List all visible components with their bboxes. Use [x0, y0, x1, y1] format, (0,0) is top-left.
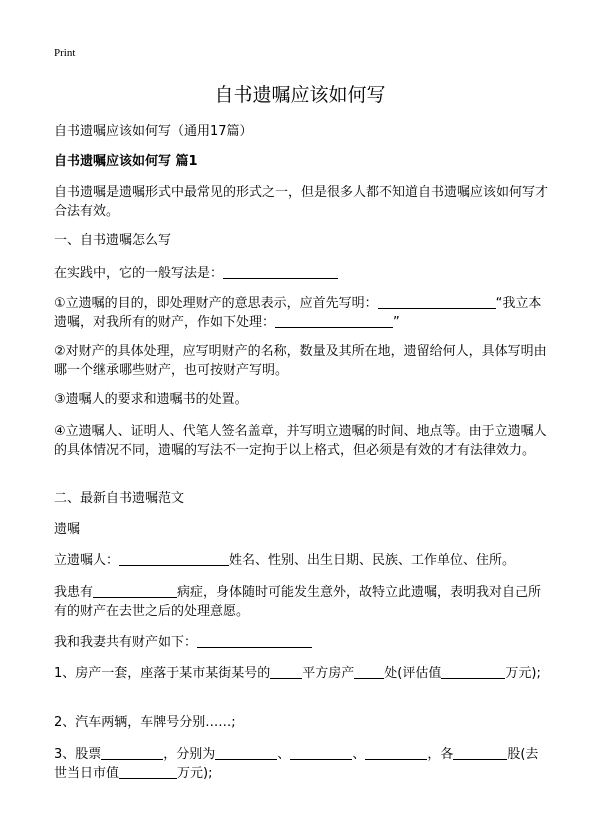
blank-line [119, 551, 229, 566]
blank-line [354, 664, 384, 679]
blank-line [453, 745, 507, 760]
item-1-text-b: “我立本遗嘱，对我所有的财产，作如下处理： [54, 296, 542, 330]
joint-property-paragraph [54, 633, 550, 652]
house-text-a: 1、房产一套，座落于某市某街某号的 [54, 666, 271, 681]
item-1-paragraph [54, 294, 550, 332]
stock-paragraph [54, 745, 550, 783]
illness-paragraph [54, 583, 550, 621]
practice-paragraph [54, 264, 550, 283]
house-text-c: 处(评估值 [384, 666, 442, 681]
item-2-paragraph: ②对财产的具体处理，应写明财产的名称，数量及其所在地，遗留给何人，具体写明由哪一个继承哪些财产，也可按财产写明。 [54, 344, 547, 378]
car-paragraph: 2、汽车两辆，车牌号分别……; [54, 715, 236, 730]
house-paragraph [54, 664, 550, 683]
stock-text-g: 万元); [177, 766, 213, 781]
heading-2: 二、最新自书遗嘱范文 [54, 491, 185, 506]
blank-line [378, 294, 496, 309]
print-label[interactable]: Print [54, 47, 76, 59]
blank-line [93, 583, 177, 598]
heading-1: 一、自书遗嘱怎么写 [54, 233, 172, 248]
house-text-b: 平方房产 [302, 666, 355, 681]
blank-line [101, 745, 163, 760]
blank-line [270, 664, 302, 679]
section-heading: 自书遗嘱应该如何写 篇1 [54, 154, 198, 169]
stock-text-e: ，各 [427, 747, 454, 762]
stock-text-b: ，分别为 [163, 747, 216, 762]
blank-line [223, 264, 338, 279]
blank-line [215, 745, 277, 760]
intro-paragraph: 自书遗嘱是遗嘱形式中最常见的形式之一，但是很多人都不知道自书遗嘱应该如何写才合法有效。 [54, 185, 549, 219]
blank-line [290, 745, 352, 760]
subtitle: 自书遗嘱应该如何写（通用17篇） [54, 124, 253, 139]
item-1-text-c: ” [393, 315, 400, 330]
testator-text-a: 立遗嘱人： [54, 553, 120, 568]
blank-line [275, 313, 393, 328]
stock-text-a: 3、股票 [54, 747, 102, 762]
stock-text-d: 、 [352, 747, 366, 762]
blank-line [119, 764, 177, 779]
stock-text-f: 股(去世当日市值 [54, 747, 539, 781]
practice-text: 在实践中，它的一般写法是： [54, 266, 224, 281]
item-3-paragraph: ③遗嘱人的要求和遗嘱书的处置。 [54, 392, 248, 407]
stock-text-c: 、 [277, 747, 291, 762]
blank-line [441, 664, 505, 679]
joint-property-text: 我和我妻共有财产如下： [54, 635, 198, 650]
blank-line [365, 745, 427, 760]
item-1-text-a: ①立遗嘱的目的，即处理财产的意思表示，应首先写明： [54, 296, 378, 311]
testator-text-b: 姓名、性别、出生日期、民族、工作单位、住所。 [229, 553, 516, 568]
illness-text-a: 我患有 [54, 585, 94, 600]
item-4-paragraph: ④立遗嘱人、证明人、代笔人签名盖章，并写明立遗嘱的时间、地点等。由于立遗嘱人的具体情况不同，遗嘱的写法不一定拘于以上格式，但必须是有效的才有法律效力。 [54, 424, 547, 458]
blank-line [197, 633, 312, 648]
house-text-d: 万元); [505, 666, 541, 681]
will-heading: 遗嘱 [54, 522, 81, 537]
testator-paragraph [54, 551, 550, 570]
illness-text-b: 病症，身体随时可能发生意外，故特立此遗嘱，表明我对自己所有的财产在去世之后的处理意愿。 [54, 585, 542, 619]
document-title: 自书遗嘱应该如何写 [214, 84, 386, 106]
